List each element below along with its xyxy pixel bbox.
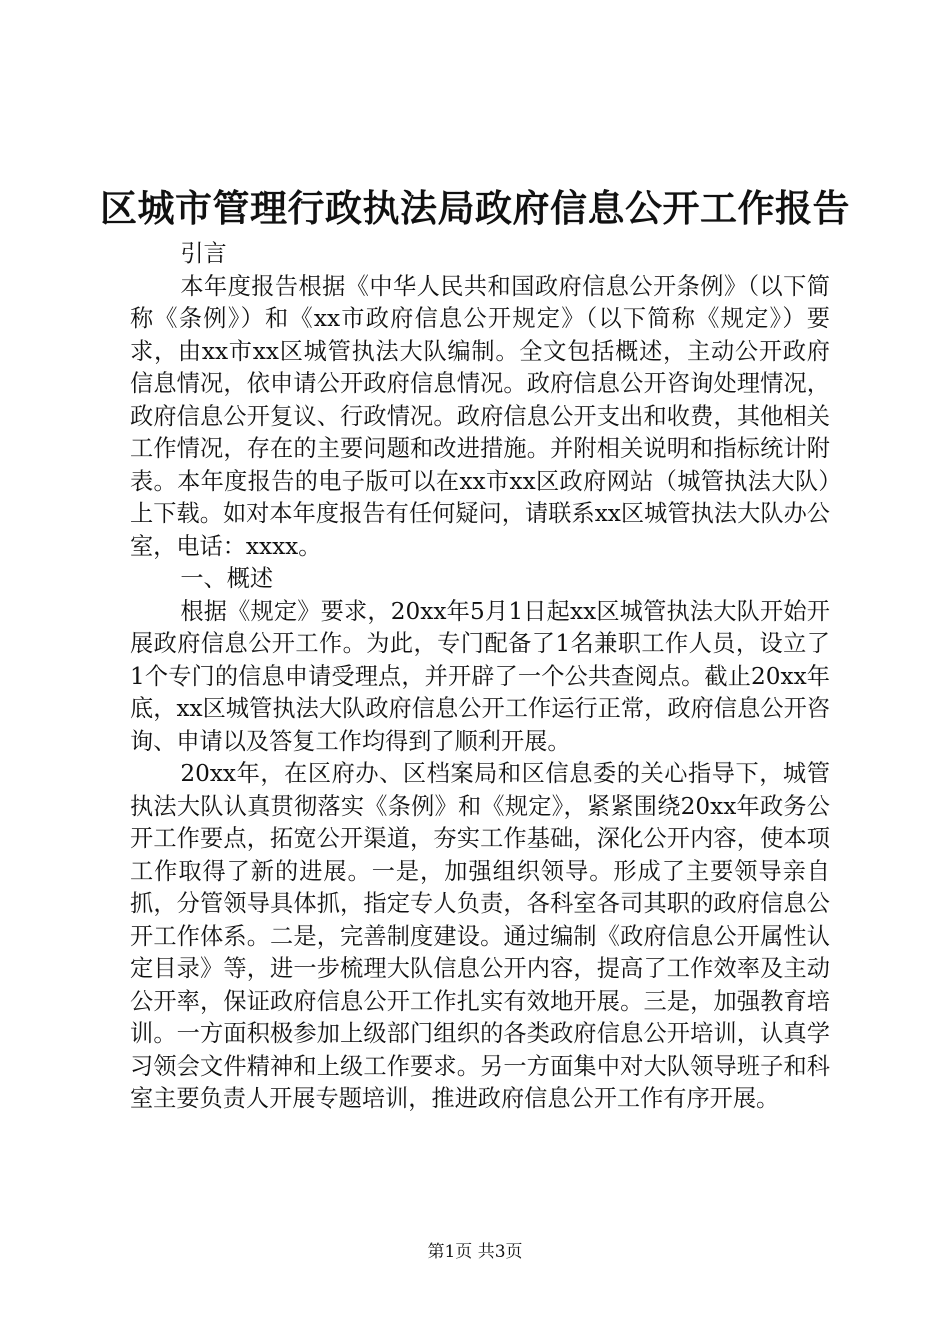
document-body (130, 238, 830, 1116)
document-title: 区城市管理行政执法局政府信息公开工作报告 (100, 187, 850, 230)
section-heading-intro: 引言 (180, 240, 227, 267)
overview-paragraph-2: 20xx年，在区府办、区档案局和区信息委的关心指导下，城管执法大队认真贯彻落实《条例》和《规定》，紧紧围绕20xx年政务公开工作要点，拓宽公开渠道，夯实工作基础，深化公开内容，使本项工作取得了新的进展。一是，加强组织领导。形成了主要领导亲自抓，分管领导具体抓，指定专人负责，各科室各司其职的政府信息公开工作体系。二是，完善制度建设。通过编制《政府信息公开属性认定目录》等，进一步梳理大队信息公开内容，提高了工作效率及主动公开率，保证政府信息公开工作扎实有效地开展。三是，加强教育培训。一方面积极参加上级部门组织的各类政府信息公开培训，认真学习领会文件精神和上级工作要求。另一方面集中对大队领导班子和科室主要负责人开展专题培训，推进政府信息公开工作有序开展。 (130, 760, 830, 1112)
overview-paragraph-1: 根据《规定》要求，20xx年5月1日起xx区城管执法大队开始开展政府信息公开工作。为此，专门配备了1名兼职工作人员，设立了1个专门的信息申请受理点，并开辟了一个公共查阅点。截止20xx年底，xx区城管执法大队政府信息公开工作运行正常，政府信息公开咨询、申请以及答复工作均得到了顺利开展。 (130, 597, 830, 755)
section-heading-overview: 一、概述 (180, 565, 274, 592)
intro-paragraph: 本年度报告根据《中华人民共和国政府信息公开条例》（以下简称《条例》）和《xx市政府信息公开规定》（以下简称《规定》）要求，由xx市xx区城管执法大队编制。全文包括概述，主动公开政府信息情况，依申请公开政府信息情况。政府信息公开咨询处理情况，政府信息公开复议、行政情况。政府信息公开支出和收费，其他相关工作情况，存在的主要问题和改进措施。并附相关说明和指标统计附表。本年度报告的电子版可以在xx市xx区政府网站（城管执法大队）上下载。如对本年度报告有任何疑问，请联系xx区城管执法大队办公室，电话：xxxx。 (130, 272, 830, 560)
page-footer: 第1页 共3页 (427, 1242, 523, 1262)
